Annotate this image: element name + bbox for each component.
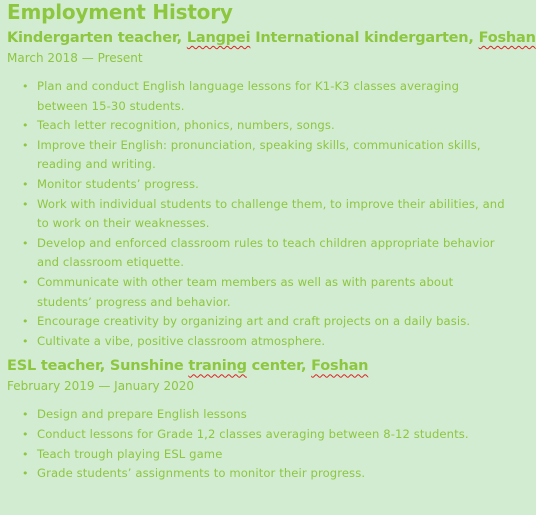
job-title-misspelled-word[interactable]: traning (188, 358, 247, 375)
job-dates: February 2019 — January 2020 (7, 379, 195, 394)
bullet-icon: • (22, 197, 29, 211)
job-title (7, 28, 536, 48)
list-item (20, 425, 507, 445)
bullet-icon: • (22, 177, 29, 191)
job-entry (7, 28, 536, 351)
bullet-icon: • (22, 467, 29, 481)
bullet-icon: • (22, 408, 29, 422)
duty-list (7, 405, 507, 483)
job-title (7, 356, 507, 376)
list-item (20, 77, 507, 116)
list-item (20, 445, 507, 465)
bullet-icon: • (22, 447, 29, 461)
bullet-icon: • (22, 315, 29, 329)
job-title-location[interactable]: Foshan (311, 358, 369, 375)
duty-text: Grade students’ assignments to monitor their progress. (37, 466, 366, 481)
bullet-icon: • (22, 119, 29, 133)
job-title-text: Kindergarten teacher, (7, 30, 187, 46)
duty-text: Design and prepare English lessons (37, 407, 247, 422)
duty-text: Plan and conduct English language lessons for K1-K3 classes averaging between 15-30 students. (37, 79, 460, 113)
list-item (20, 273, 507, 312)
duty-text: Conduct lessons for Grade 1,2 classes averaging between 8-12 students. (37, 426, 469, 441)
list-item (20, 136, 507, 175)
bullet-icon: • (22, 275, 29, 289)
duty-text: Work with individual students to challenge them, to improve their abilities, and to work on their weaknesses. (37, 196, 505, 231)
duty-text: Communicate with other team members as well as with parents about students’ progress and behavior. (37, 274, 454, 309)
duty-text: Encourage creativity by organizing art and craft projects on a daily basis. (37, 314, 471, 329)
duty-text: Improve their English: pronunciation, speaking skills, communication skills, reading and writing. (37, 137, 481, 172)
list-item (20, 312, 507, 332)
bullet-icon: • (22, 80, 29, 93)
bullet-icon: • (22, 236, 29, 250)
duty-text: Develop and enforced classroom rules to teach children appropriate behavior and classroom etiquette. (37, 235, 495, 270)
duty-text: Teach letter recognition, phonics, numbers, songs. (37, 118, 335, 133)
job-title-text: center, (246, 358, 312, 375)
bullet-icon: • (22, 334, 29, 348)
job-title-location[interactable]: Foshan (478, 30, 536, 46)
list-item (20, 234, 507, 273)
list-item (20, 116, 507, 136)
list-item (20, 195, 507, 234)
bullet-icon: • (22, 427, 29, 441)
section-heading: Employment History (7, 0, 233, 24)
job-title-text: International kindergarten, (250, 30, 479, 46)
job-title-text: ESL teacher, Sunshine (7, 358, 189, 375)
duty-list (7, 77, 507, 351)
list-item (20, 405, 507, 425)
list-item (20, 464, 507, 484)
job-title-employer-word[interactable]: Langpei (186, 30, 251, 46)
bullet-icon: • (22, 138, 29, 152)
list-item (20, 175, 507, 195)
duty-text: Teach trough playing ESL game (37, 446, 223, 461)
list-item (20, 332, 507, 352)
job-dates: March 2018 — Present (7, 51, 143, 65)
job-entry (7, 356, 507, 483)
duty-text: Cultivate a vibe, positive classroom atmosphere. (37, 333, 326, 348)
duty-text: Monitor students’ progress. (37, 176, 199, 191)
